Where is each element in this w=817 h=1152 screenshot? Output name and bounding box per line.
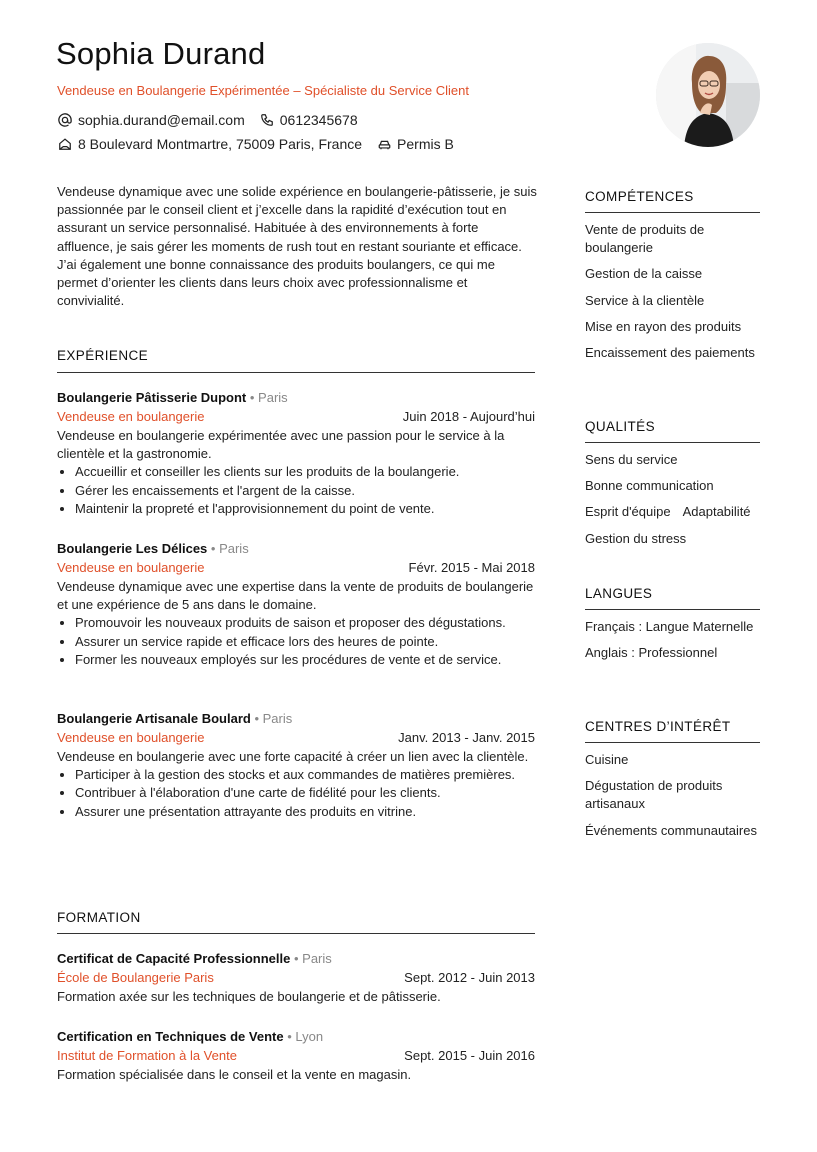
quality-item: Esprit d'équipe <box>585 504 671 520</box>
contact-row-1 <box>57 112 358 128</box>
interests-list <box>585 751 763 848</box>
contact-row-2 <box>57 136 454 152</box>
interests-divider <box>585 742 760 743</box>
email-text: sophia.durand@email.com <box>78 112 245 128</box>
skill-item: Vente de produits de boulangerie <box>585 222 705 256</box>
home-icon <box>57 136 73 152</box>
task-item: • Maintenir la propreté et l'approvisionnement du point de vente. <box>75 500 535 518</box>
job-role: Vendeuse en boulangerie <box>57 409 205 424</box>
language-item: Français : Langue Maternelle <box>585 619 754 634</box>
diploma-name: Certification en Techniques de Vente <box>57 1029 284 1044</box>
experience-entry-1 <box>57 390 535 518</box>
job-role: Vendeuse en boulangerie <box>57 730 205 745</box>
profile-summary: Vendeuse dynamique avec une solide expérience en boulangerie-pâtisserie, je suis passionnée par le conseil client et j’excelle dans la rapidité d’exécution tout en assurant un service personnalisé. Habituée à des environnements à forte affluence, je sais gérer les moments de rush tout en restant souriante et efficace. J’ai également une bonne connaissance des produits boulangers, ce qui me permet d’orienter les clients dans leurs choix avec professionnalisme et convivialité. <box>57 184 537 309</box>
employer-name: Boulangerie Pâtisserie Dupont <box>57 390 247 405</box>
quality-item: Adaptabilité <box>682 504 751 520</box>
job-tasks <box>57 614 535 669</box>
task-item: • Assurer un service rapide et efficace lors des heures de pointe. <box>75 633 535 651</box>
qualities-heading: QUALITÉS <box>585 419 655 434</box>
education-entry-1 <box>57 951 535 1006</box>
task-item: • Assurer une présentation attrayante des produits en vitrine. <box>75 803 535 821</box>
languages-divider <box>585 609 760 610</box>
quality-item: Bonne communication <box>585 478 714 494</box>
address-text: 8 Boulevard Montmartre, 75009 Paris, France <box>78 136 363 152</box>
employer-name: Boulangerie Les Délices <box>57 541 208 556</box>
job-dates: Janv. 2013 - Janv. 2015 <box>398 730 535 745</box>
job-role: Vendeuse en boulangerie <box>57 560 205 575</box>
skill-item: Mise en rayon des produits <box>585 318 742 334</box>
interest-item: Cuisine <box>585 752 629 767</box>
skills-divider <box>585 212 760 213</box>
interests-heading: CENTRES D’INTÉRÊT <box>585 719 731 734</box>
phone-icon <box>259 112 275 128</box>
school-name: Institut de Formation à la Vente <box>57 1048 237 1063</box>
candidate-name: Sophia Durand <box>56 36 266 71</box>
study-dates: Sept. 2015 - Juin 2016 <box>404 1048 535 1063</box>
quality-item: Gestion du stress <box>585 530 687 546</box>
task-item: • Promouvoir les nouveaux produits de saison et proposer des dégustations. <box>75 614 535 632</box>
job-dates: Juin 2018 - Aujourd’hui <box>402 409 535 424</box>
employer-location: • Paris <box>254 711 293 726</box>
diploma-name: Certificat de Capacité Professionnelle <box>57 951 291 966</box>
employer-location: • Paris <box>249 390 288 405</box>
languages-heading: LANGUES <box>585 586 653 601</box>
skills-list <box>585 221 763 370</box>
task-item: • Former les nouveaux employés sur les procédures de vente et de service. <box>75 651 535 669</box>
education-divider <box>57 933 535 934</box>
skill-item: Gestion de la caisse <box>585 266 703 282</box>
task-item: • Gérer les encaissements et l'argent de la caisse. <box>75 482 535 500</box>
study-description: Formation spécialisée dans le conseil et la vente en magasin. <box>57 1067 412 1082</box>
skill-item: Encaissement des paiements <box>585 345 755 361</box>
quality-item: Sens du service <box>585 452 678 467</box>
task-item: • Accueillir et conseiller les clients sur les produits de la boulangerie. <box>75 463 535 481</box>
license-text: Permis B <box>397 136 454 152</box>
experience-heading: EXPÉRIENCE <box>57 348 149 363</box>
qualities-list <box>585 451 763 556</box>
profile-photo <box>656 43 760 147</box>
job-tasks <box>57 766 535 821</box>
language-item: Anglais : Professionnel <box>585 645 718 661</box>
phone-text: 0612345678 <box>279 112 358 128</box>
skills-heading: COMPÉTENCES <box>585 189 694 204</box>
task-item: • Participer à la gestion des stocks et aux commandes de matières premières. <box>75 766 535 784</box>
employer-location: • Paris <box>210 541 249 556</box>
languages-list <box>585 618 763 670</box>
education-heading: FORMATION <box>57 910 141 925</box>
interest-item: Événements communautaires <box>585 822 757 838</box>
car-icon <box>376 136 392 152</box>
study-description: Formation axée sur les techniques de boulangerie et de pâtisserie. <box>57 989 441 1004</box>
job-tasks <box>57 463 535 518</box>
job-description: Vendeuse dynamique avec une expertise dans la vente de produits de boulangerie et une expérience de 5 ans dans le domaine. <box>57 579 534 613</box>
study-dates: Sept. 2012 - Juin 2013 <box>404 970 535 985</box>
task-item: • Contribuer à l'élaboration d'une carte de fidélité pour les clients. <box>75 784 535 802</box>
interest-item: Dégustation de produits artisanaux <box>585 778 723 812</box>
job-title: Vendeuse en Boulangerie Expérimentée – Spécialiste du Service Client <box>57 83 469 98</box>
job-dates: Févr. 2015 - Mai 2018 <box>408 560 535 575</box>
at-icon <box>57 112 73 128</box>
job-description: Vendeuse en boulangerie expérimentée avec une passion pour le service à la clientèle et la gastronomie. <box>57 428 505 462</box>
qualities-divider <box>585 442 760 443</box>
diploma-location: • Lyon <box>287 1029 324 1044</box>
experience-entry-2 <box>57 541 535 669</box>
skill-item: Service à la clientèle <box>585 292 705 308</box>
employer-name: Boulangerie Artisanale Boulard <box>57 711 251 726</box>
school-name: École de Boulangerie Paris <box>57 970 214 985</box>
experience-divider <box>57 372 535 373</box>
job-description: Vendeuse en boulangerie avec une forte capacité à créer un lien avec la clientèle. <box>57 749 529 764</box>
diploma-location: • Paris <box>293 951 332 966</box>
education-entry-2 <box>57 1029 535 1084</box>
experience-entry-3 <box>57 711 535 821</box>
